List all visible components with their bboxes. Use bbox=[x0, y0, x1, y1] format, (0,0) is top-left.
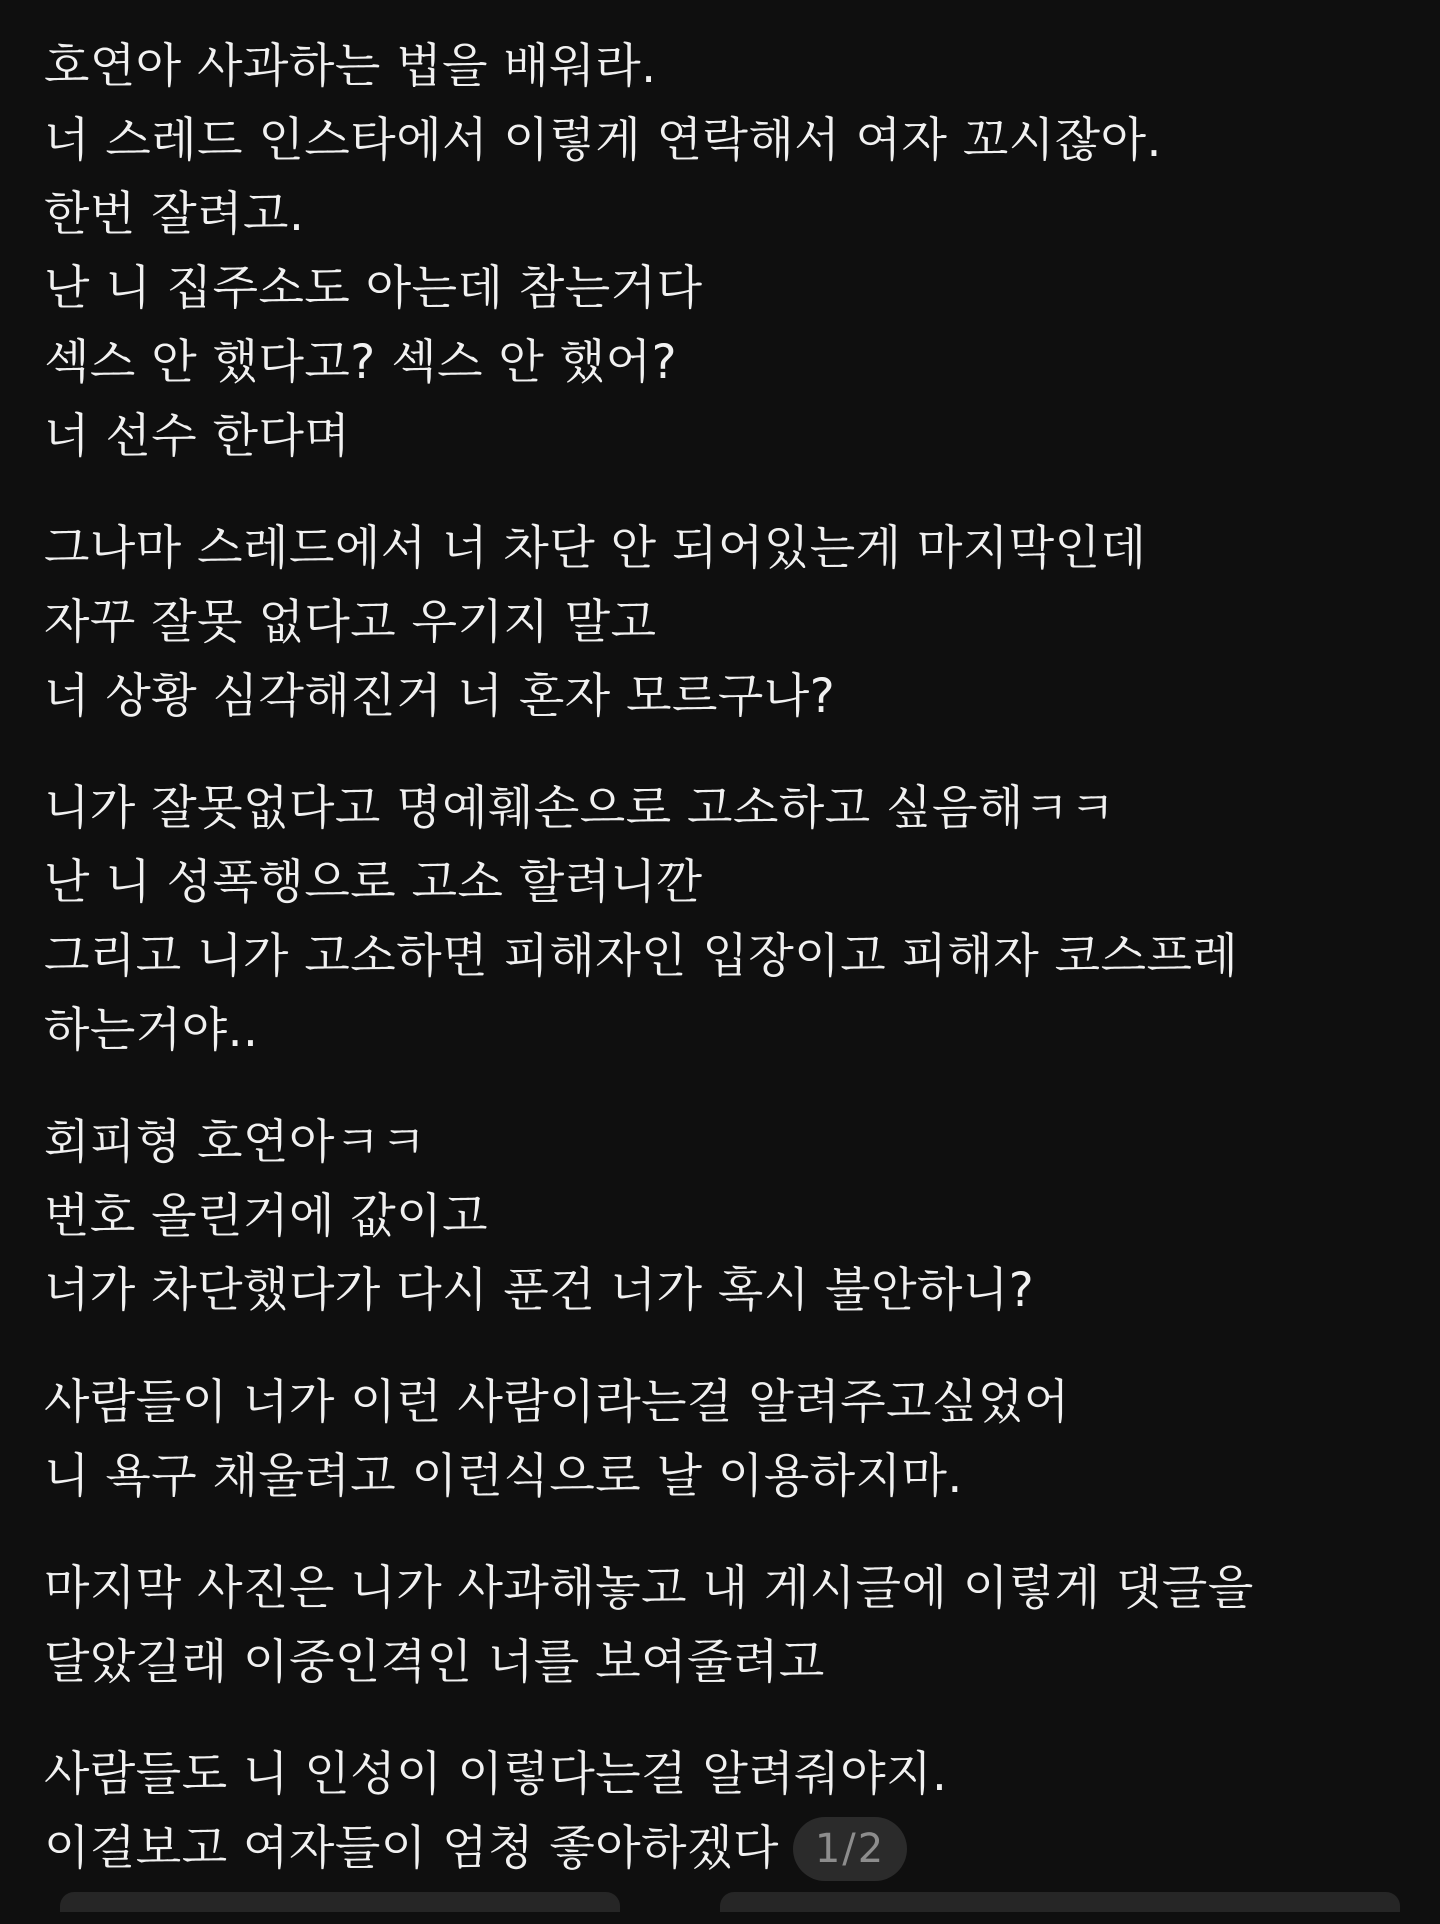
text-line: 난 니 성폭행으로 고소 할려니깐 bbox=[44, 855, 703, 910]
text-line: 너가 차단했다가 다시 푼건 너가 혹시 불안하니? bbox=[44, 1263, 1035, 1318]
bottom-card-edges bbox=[0, 1888, 1440, 1900]
text-line: 니가 잘못없다고 명예훼손으로 고소하고 싶음해ㅋㅋ bbox=[44, 781, 1116, 836]
text-line-content: 이걸보고 여자들이 엄청 좋아하겠다 bbox=[44, 1821, 779, 1876]
media-card-right-edge[interactable] bbox=[720, 1892, 1400, 1912]
text-line: 달았길래 이중인격인 너를 보여줄려고 bbox=[44, 1635, 825, 1690]
paragraph-2 bbox=[44, 512, 1404, 734]
text-line: 난 니 집주소도 아는데 참는거다 bbox=[44, 261, 703, 316]
text-line: 너 스레드 인스타에서 이렇게 연락해서 여자 꼬시잖아. bbox=[44, 113, 1162, 168]
paragraph-3 bbox=[44, 772, 1404, 1068]
page-indicator-badge: 1/2 bbox=[793, 1817, 907, 1881]
last-text-line bbox=[44, 1812, 1404, 1886]
text-line: 회피형 호연아ㅋㅋ bbox=[44, 1115, 427, 1170]
text-line: 니 욕구 채울려고 이런식으로 날 이용하지마. bbox=[44, 1449, 963, 1504]
text-line: 하는거야.. bbox=[44, 1003, 259, 1058]
post-text bbox=[44, 30, 1404, 1924]
paragraph-7 bbox=[44, 1738, 1404, 1886]
text-line: 너 상황 심각해진거 너 혼자 모르구나? bbox=[44, 669, 836, 724]
paragraph-1 bbox=[44, 30, 1404, 474]
text-line: 너 선수 한다며 bbox=[44, 409, 351, 464]
text-line: 자꾸 잘못 없다고 우기지 말고 bbox=[44, 595, 657, 650]
text-line: 사람들이 너가 이런 사람이라는걸 알려주고싶었어 bbox=[44, 1375, 1070, 1430]
text-line: 호연아 사과하는 법을 배워라. bbox=[44, 39, 657, 94]
text-line: 마지막 사진은 니가 사과해놓고 내 게시글에 이렇게 댓글을 bbox=[44, 1561, 1254, 1616]
paragraph-4 bbox=[44, 1106, 1404, 1328]
text-line: 그나마 스레드에서 너 차단 안 되어있는게 마지막인데 bbox=[44, 521, 1147, 576]
text-line: 사람들도 니 인성이 이렇다는걸 알려줘야지. bbox=[44, 1747, 948, 1802]
text-line: 섹스 안 했다고? 섹스 안 했어? bbox=[44, 335, 678, 390]
paragraph-5 bbox=[44, 1366, 1404, 1514]
text-line: 번호 올린거에 값이고 bbox=[44, 1189, 488, 1244]
text-line: 그리고 니가 고소하면 피해자인 입장이고 피해자 코스프레 bbox=[44, 929, 1239, 984]
media-card-left-edge[interactable] bbox=[60, 1892, 620, 1912]
paragraph-6 bbox=[44, 1552, 1404, 1700]
text-line: 한번 잘려고. bbox=[44, 187, 305, 242]
